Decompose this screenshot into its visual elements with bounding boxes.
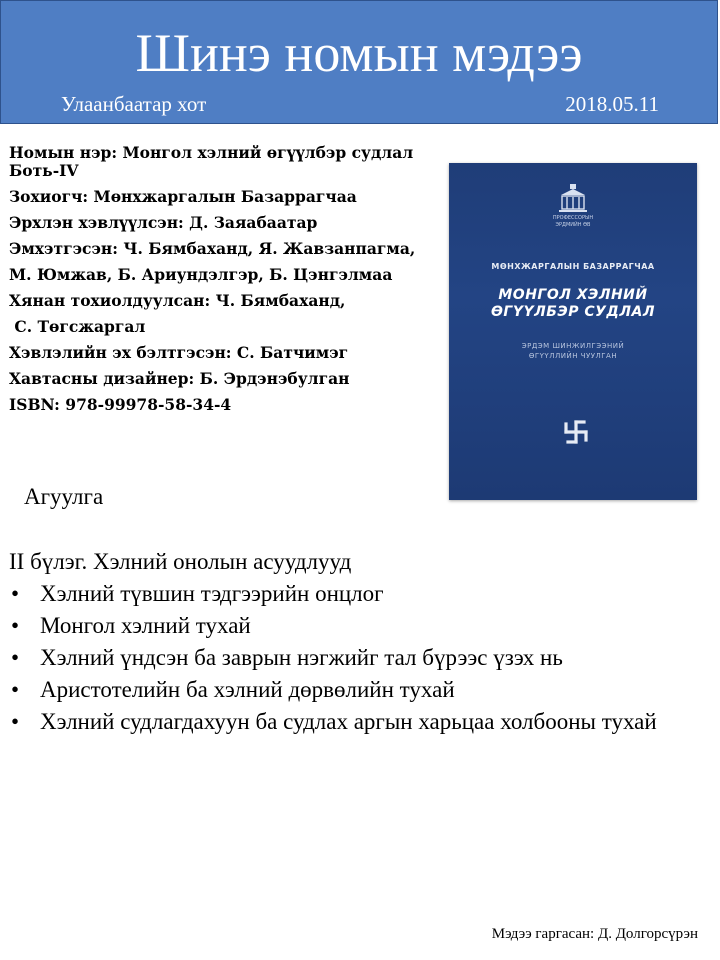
bullet-icon: • (11, 677, 20, 702)
bullet-icon: • (11, 613, 20, 638)
cover-author: МӨНХЖАРГАЛЫН БАЗАРРАГЧАА (491, 262, 655, 271)
cover-subtitle-line-1: ЭРДЭМ ШИНЖИЛГЭЭНИЙ (521, 342, 625, 350)
cover-subtitle (449, 341, 697, 361)
list-item-text: Аристотелийн ба хэлний дөрвөлийн тухай (40, 677, 455, 702)
list-item (9, 706, 709, 738)
isbn-line: ISBN: 978-99978-58-34-4 (9, 395, 232, 414)
cover-series-line-1: ПРОФЕССОРЫН (552, 215, 594, 221)
pinwheel-symbol-icon (562, 418, 590, 451)
compilers-line-1: Эмхэтгэсэн: Ч. Бямбаханд, Я. Жавзанпагма, (9, 239, 416, 258)
cover-title (449, 287, 697, 321)
book-info (9, 144, 449, 414)
book-volume-line: Боть-IV (9, 161, 79, 180)
compilers-line-2: М. Юмжав, Б. Ариундэлгэр, Б. Цэнгэлмаа (9, 265, 393, 284)
cover-title-line-1: МОНГОЛ ХЭЛНИЙ (498, 287, 648, 303)
bullet-icon: • (11, 581, 20, 606)
reviewers-line-2: С. Төгсжаргал (9, 317, 146, 336)
book-cover-image (449, 163, 697, 500)
list-item (9, 578, 709, 610)
bullet-icon: • (11, 709, 20, 734)
cover-subtitle-line-2: ӨГҮҮЛЛИЙН ЧУУЛГАН (528, 352, 618, 360)
list-item-text: Хэлний судлагдахуун ба судлах аргын харьцаа холбооны тухай (40, 709, 657, 734)
list-item (9, 610, 709, 642)
list-item-text: Монгол хэлний тухай (40, 613, 251, 638)
author-line: Зохиогч: Мөнхжаргалын Базаррагчаа (9, 187, 357, 206)
building-icon (557, 183, 589, 240)
list-item (9, 674, 709, 706)
typesetter-line: Хэвлэлийн эх бэлтгэсэн: С. Батчимэг (9, 343, 349, 362)
list-item-text: Хэлний үндсэн ба заврын нэгжийг тал бүрээс үзэх нь (40, 645, 563, 670)
book-title-line: Номын нэр: Монгол хэлний өгүүлбэр судлал (9, 143, 414, 162)
location-label: Улаанбаатар хот (61, 92, 207, 116)
list-item-text: Хэлний түвшин тэдгээрийн онцлог (40, 581, 384, 606)
contents-list (9, 578, 709, 738)
date-label: 2018.05.11 (565, 92, 659, 116)
designer-line: Хавтасны дизайнер: Б. Эрдэнэбулган (9, 369, 350, 388)
cover-series-line-2: ЭРДМИЙН ӨВ (555, 222, 591, 228)
publisher-line: Эрхлэн хэвлүүлсэн: Д. Заяабаатар (9, 213, 318, 232)
footer-credit: Мэдээ гаргасан: Д. Долгорсүрэн (491, 926, 698, 942)
cover-series-label (449, 215, 697, 229)
page-title: Шинэ номын мэдээ (135, 23, 583, 83)
list-item (9, 642, 709, 674)
header-banner (0, 0, 718, 124)
cover-title-line-2: ӨГҮҮЛБЭР СУДЛАЛ (491, 304, 655, 320)
section-title: II бүлэг. Хэлний онолын асуудлууд (9, 549, 352, 574)
reviewers-line-1: Хянан тохиолдуулсан: Ч. Бямбаханд, (9, 291, 346, 310)
bullet-icon: • (11, 645, 20, 670)
contents-heading: Агуулга (24, 484, 104, 509)
